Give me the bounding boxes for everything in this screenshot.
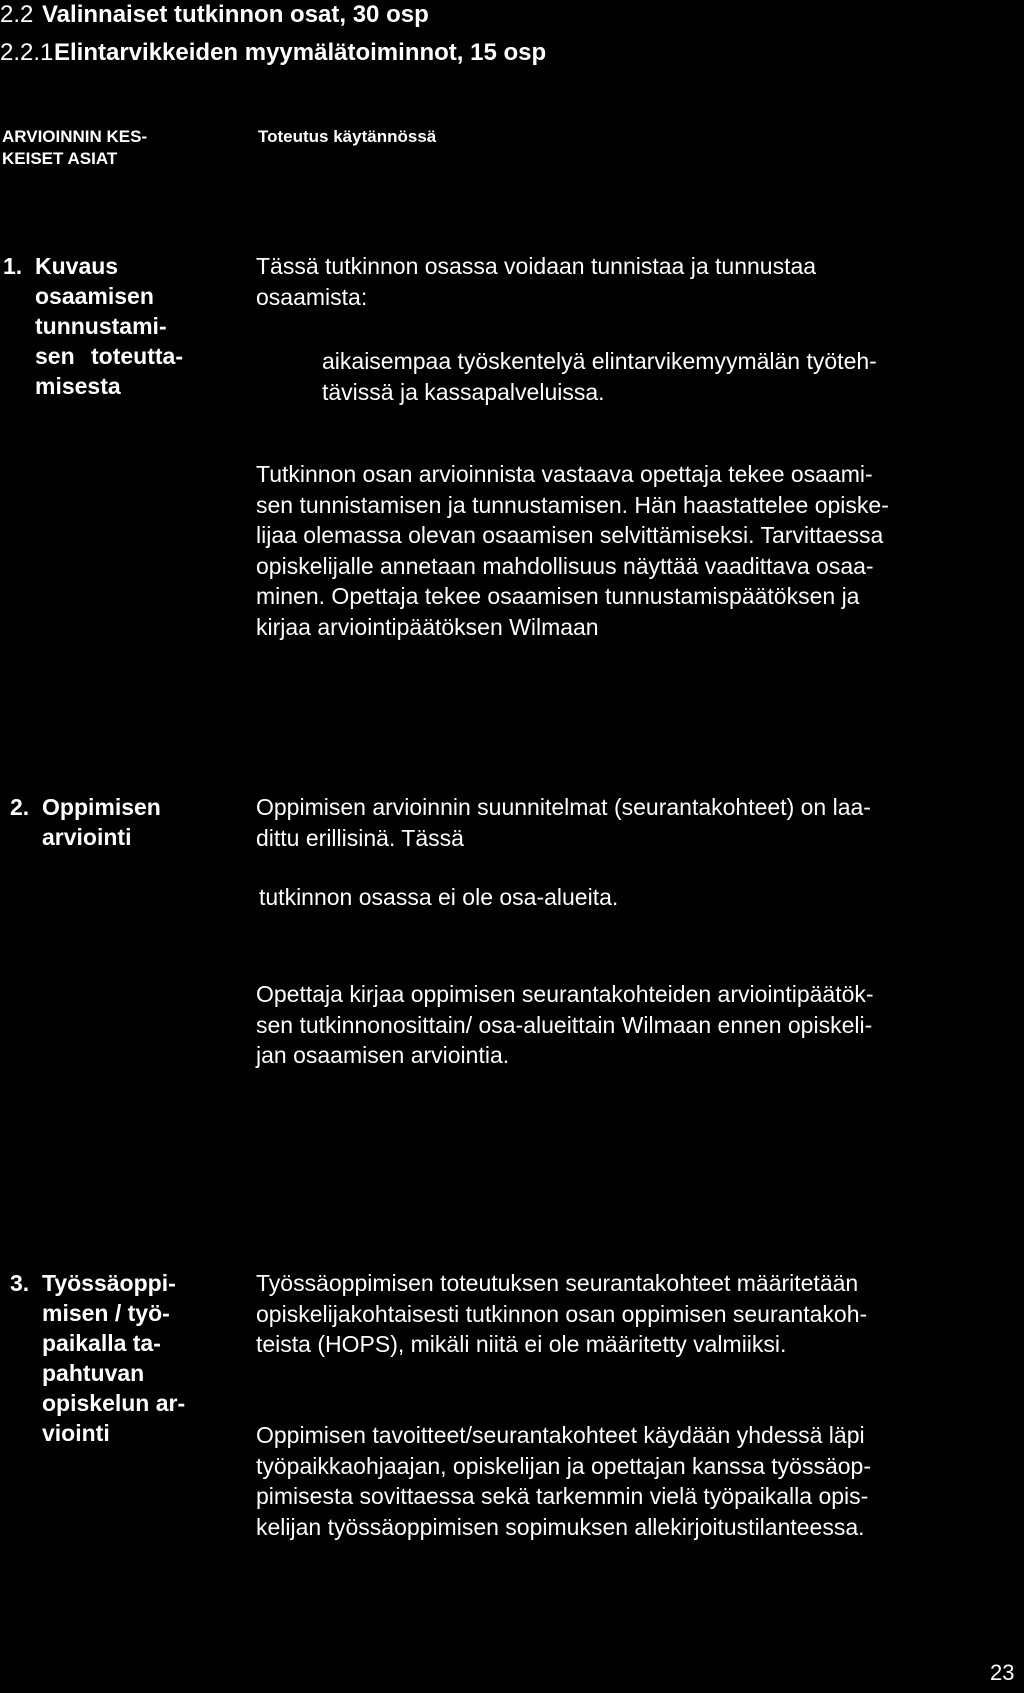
section-3-paragraph-1 bbox=[256, 1268, 1006, 1360]
text-line: dittu erillisinä. Tässä bbox=[256, 824, 464, 851]
section-title: Valinnaiset tutkinnon osat, 30 osp bbox=[42, 1, 429, 28]
section-1-intro bbox=[256, 251, 1006, 312]
column-header-left-line: ARVIOINNIN KES- bbox=[2, 127, 148, 146]
text-line: Oppimisen tavoitteet/seurantakohteet käydään yhdessä läpi bbox=[256, 1422, 865, 1448]
text-line: jan osaamisen arviointia. bbox=[256, 1042, 510, 1068]
label-line: paikalla ta- bbox=[42, 1330, 161, 1356]
section-1-label bbox=[3, 251, 195, 401]
section-number: 2.2 bbox=[0, 1, 34, 28]
text-line: lijaa olemassa olevan osaamisen selvittämiseksi. Tarvittaessa bbox=[256, 522, 884, 548]
label-line: pahtuvan bbox=[42, 1360, 145, 1386]
subsection-title: Elintarvikkeiden myymälätoiminnot, 15 osp bbox=[54, 39, 547, 66]
label-line: Työssäoppi- bbox=[42, 1270, 176, 1296]
section-1-paragraph bbox=[256, 459, 1006, 642]
section-2-paragraph-3 bbox=[256, 979, 1006, 1071]
column-header-left-line: KEISET ASIAT bbox=[2, 149, 118, 168]
text-line: kelijan työssäoppimisen sopimuksen allekirjoitustilanteessa. bbox=[256, 1513, 865, 1540]
section-3-paragraph-2 bbox=[256, 1420, 1006, 1542]
label-line: opiskelun ar- bbox=[42, 1390, 186, 1416]
text-line: sen tunnistamisen ja tunnustamisen. Hän haastattelee opiske- bbox=[256, 491, 889, 518]
section-3-label bbox=[10, 1268, 202, 1448]
label-line: tunnustami- bbox=[35, 313, 167, 339]
text-line: Työssäoppimisen toteutuksen seurantakohteet määritetään bbox=[256, 1270, 859, 1296]
section-1-indented bbox=[322, 346, 1012, 407]
text-line: Tässä tutkinnon osassa voidaan tunnistaa ja tunnustaa bbox=[256, 253, 817, 279]
section-2-paragraph-1 bbox=[256, 792, 1006, 853]
subsection-heading bbox=[0, 38, 546, 68]
text-line: opiskelijalle annetaan mahdollisuus näyttää vaadittava osaa- bbox=[256, 552, 874, 579]
text-line: tutkinnon osassa ei ole osa-alueita. bbox=[259, 884, 619, 910]
text-line: teista (HOPS), mikäli niitä ei ole määritetty valmiiksi. bbox=[256, 1331, 787, 1357]
text-line: aikaisempaa työskentelyä elintarvikemyymälän työteh- bbox=[322, 348, 877, 374]
section-1-number: 1. bbox=[3, 253, 23, 279]
section-2-paragraph-2 bbox=[259, 882, 1009, 913]
subsection-number: 2.2.1 bbox=[0, 39, 54, 66]
section-heading bbox=[0, 0, 429, 30]
page-number: 23 bbox=[990, 1660, 1015, 1685]
label-line: misen / työ- bbox=[42, 1300, 170, 1326]
column-header-left bbox=[2, 126, 147, 170]
text-line: sen tutkinnonosittain/ osa-alueittain Wilmaan ennen opiskeli- bbox=[256, 1011, 873, 1038]
text-line: Opettaja kirjaa oppimisen seurantakohteiden arviointipäätök- bbox=[256, 981, 874, 1007]
label-line: Kuvaus bbox=[35, 253, 119, 279]
section-3-number: 3. bbox=[10, 1270, 30, 1296]
text-line: pimisesta sovittaessa sekä tarkemmin vielä työpaikalla opis- bbox=[256, 1483, 869, 1509]
text-line: opiskelijakohtaisesti tutkinnon osan oppimisen seurantakoh- bbox=[256, 1300, 868, 1327]
text-line: työpaikkaohjaajan, opiskelijan ja opettajan kanssa työssäop- bbox=[256, 1452, 872, 1479]
label-line: viointi bbox=[42, 1420, 110, 1446]
column-header-right: Toteutus käytännössä bbox=[258, 127, 437, 146]
text-line: minen. Opettaja tekee osaamisen tunnustamispäätöksen ja bbox=[256, 583, 860, 609]
label-line: arviointi bbox=[42, 824, 132, 850]
text-line: osaamista: bbox=[256, 283, 368, 310]
label-line: osaamisen bbox=[35, 283, 154, 309]
label-line: sen toteutta- bbox=[35, 343, 183, 369]
section-2-number: 2. bbox=[10, 794, 30, 820]
text-line: kirjaa arviointipäätöksen Wilmaan bbox=[256, 613, 599, 640]
label-line: misesta bbox=[35, 373, 121, 399]
text-line: Oppimisen arvioinnin suunnitelmat (seurantakohteet) on laa- bbox=[256, 794, 871, 820]
label-line: Oppimisen bbox=[42, 794, 161, 820]
text-line: Tutkinnon osan arvioinnista vastaava opettaja tekee osaami- bbox=[256, 461, 873, 487]
text-line: tävissä ja kassapalveluissa. bbox=[322, 378, 605, 405]
section-2-label bbox=[10, 792, 202, 852]
